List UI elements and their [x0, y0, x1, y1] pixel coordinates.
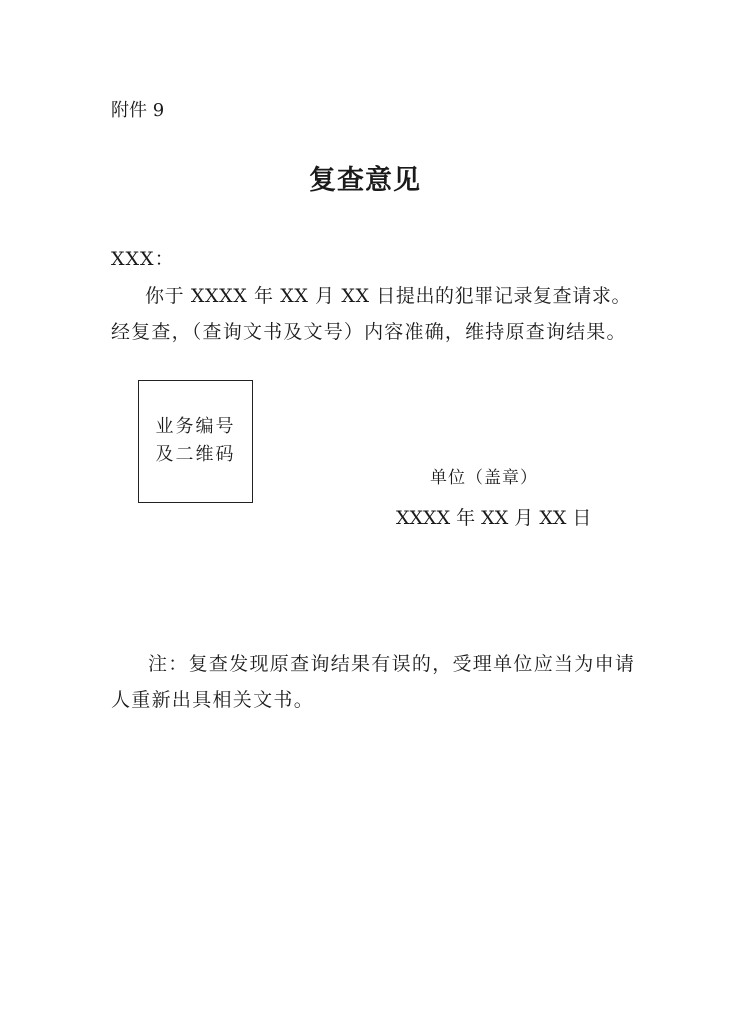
qr-box-label-line-1: 业务编号 — [155, 416, 236, 437]
business-number-qr-box — [138, 380, 253, 503]
body-paragraph-line-2: 经复查，（查询文书及文号）内容准确，维持原查询结果。 — [111, 321, 627, 343]
signature-date: XXXX 年 XX 月 XX 日 — [396, 507, 592, 529]
body-paragraph-line-1: 你于 XXXX 年 XX 月 XX 日提出的犯罪记录复查请求。 — [145, 285, 632, 307]
signature-unit: 单位（盖章） — [430, 468, 538, 488]
attachment-label: 附件 9 — [111, 100, 165, 121]
qr-box-label — [139, 413, 252, 469]
document-title: 复查意见 — [309, 165, 421, 196]
salutation: XXX： — [111, 248, 175, 270]
note-line-2: 人重新出具相关文书。 — [111, 689, 315, 711]
qr-box-label-line-2: 及二维码 — [155, 444, 236, 465]
note-line-1: 注：复查发现原查询结果有误的，受理单位应当为申请 — [148, 653, 636, 675]
